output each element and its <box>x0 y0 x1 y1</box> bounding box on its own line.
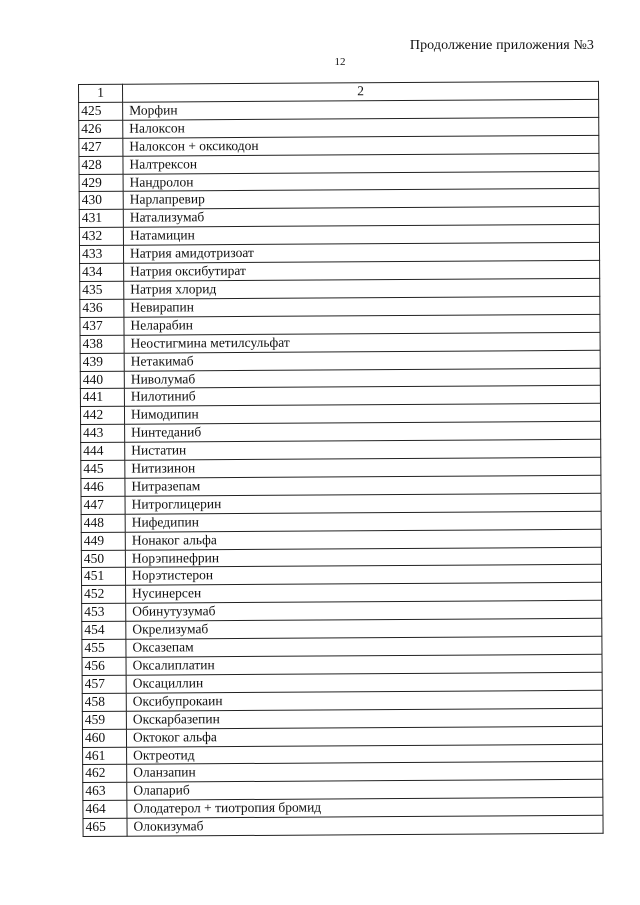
column-header-name: 2 <box>123 81 599 102</box>
drug-name-cell: Нитроглицерин <box>125 493 601 514</box>
drug-name-cell: Ниволумаб <box>124 368 600 389</box>
drug-name-cell: Нистатин <box>125 439 601 460</box>
drug-name-cell: Олапариб <box>127 780 603 801</box>
drug-name-cell: Оксалиплатин <box>126 654 602 675</box>
drug-name-cell: Нонаког альфа <box>125 529 601 550</box>
row-number-cell: 433 <box>79 245 123 263</box>
drug-list-table <box>78 81 604 837</box>
drug-name-cell: Нетакимаб <box>124 350 600 371</box>
row-number-cell: 431 <box>79 210 123 228</box>
row-number-cell: 439 <box>80 353 124 371</box>
row-number-cell: 455 <box>82 639 126 657</box>
row-number-cell: 450 <box>81 550 125 568</box>
row-number-cell: 448 <box>81 514 125 532</box>
appendix-continuation-note: Продолжение приложения №3 <box>409 38 594 53</box>
drug-name-cell: Невирапин <box>124 296 600 317</box>
row-number-cell: 449 <box>81 532 125 550</box>
row-number-cell: 443 <box>81 424 125 442</box>
drug-name-cell: Нандролон <box>123 171 599 192</box>
row-number-cell: 428 <box>79 156 123 174</box>
row-number-cell: 442 <box>80 407 124 425</box>
row-number-cell: 444 <box>81 442 125 460</box>
drug-name-cell: Олодатерол + тиотропия бромид <box>127 798 603 819</box>
drug-name-cell: Натрия амидотризоат <box>123 242 599 263</box>
drug-name-cell: Октреотид <box>127 744 603 765</box>
row-number-cell: 457 <box>82 675 126 693</box>
row-number-cell: 426 <box>79 120 123 138</box>
drug-name-cell: Неларабин <box>124 314 600 335</box>
row-number-cell: 460 <box>82 729 126 747</box>
drug-name-cell: Октоког альфа <box>126 726 602 747</box>
drug-name-cell: Нифедипин <box>125 511 601 532</box>
row-number-cell: 441 <box>80 389 124 407</box>
drug-name-cell: Неостигмина метилсульфат <box>124 332 600 353</box>
drug-name-cell: Обинутузумаб <box>126 601 602 622</box>
row-number-cell: 462 <box>83 765 127 783</box>
row-number-cell: 425 <box>79 102 123 120</box>
row-number-cell: 451 <box>81 568 125 586</box>
row-number-cell: 446 <box>81 478 125 496</box>
row-number-cell: 453 <box>82 603 126 621</box>
drug-name-cell: Олокизумаб <box>127 815 603 836</box>
drug-name-cell: Натализумаб <box>123 207 599 228</box>
drug-name-cell: Нитразепам <box>125 475 601 496</box>
drug-name-cell: Натрия хлорид <box>124 278 600 299</box>
page-number: 12 <box>334 56 346 68</box>
drug-name-cell: Нимодипин <box>124 404 600 425</box>
row-number-cell: 432 <box>79 227 123 245</box>
row-number-cell: 459 <box>82 711 126 729</box>
row-number-cell: 452 <box>82 586 126 604</box>
row-number-cell: 454 <box>82 621 126 639</box>
row-number-cell: 465 <box>83 818 127 836</box>
drug-name-cell: Оксибупрокаин <box>126 690 602 711</box>
drug-name-cell: Нинтеданиб <box>125 422 601 443</box>
drug-name-cell: Оланзапин <box>127 762 603 783</box>
row-number-cell: 427 <box>79 138 123 156</box>
drug-name-cell: Норэтистерон <box>125 565 601 586</box>
row-number-cell: 456 <box>82 657 126 675</box>
drug-name-cell: Налтрексон <box>123 153 599 174</box>
row-number-cell: 463 <box>83 783 127 801</box>
drug-name-cell: Окрелизумаб <box>126 618 602 639</box>
row-number-cell: 435 <box>80 281 124 299</box>
row-number-cell: 464 <box>83 800 127 818</box>
row-number-cell: 447 <box>81 496 125 514</box>
row-number-cell: 440 <box>80 371 124 389</box>
drug-name-cell: Морфин <box>123 99 599 120</box>
drug-name-cell: Нитизинон <box>125 457 601 478</box>
row-number-cell: 458 <box>82 693 126 711</box>
row-number-cell: 437 <box>80 317 124 335</box>
table-body <box>79 99 603 836</box>
row-number-cell: 438 <box>80 335 124 353</box>
row-number-cell: 430 <box>79 192 123 210</box>
drug-name-cell: Натамицин <box>123 225 599 246</box>
drug-name-cell: Окскарбазепин <box>126 708 602 729</box>
drug-name-cell: Оксазепам <box>126 636 602 657</box>
table-row <box>83 815 603 836</box>
drug-name-cell: Нарлапревир <box>123 189 599 210</box>
drug-list-table-container <box>78 81 603 837</box>
column-header-number: 1 <box>79 84 123 102</box>
row-number-cell: 461 <box>83 747 127 765</box>
drug-name-cell: Натрия оксибутират <box>124 260 600 281</box>
drug-name-cell: Оксациллин <box>126 672 602 693</box>
drug-name-cell: Налоксон + оксикодон <box>123 135 599 156</box>
row-number-cell: 436 <box>80 299 124 317</box>
row-number-cell: 429 <box>79 174 123 192</box>
drug-name-cell: Норэпинефрин <box>125 547 601 568</box>
drug-name-cell: Налоксон <box>123 117 599 138</box>
drug-name-cell: Нилотиниб <box>124 386 600 407</box>
row-number-cell: 445 <box>81 460 125 478</box>
row-number-cell: 434 <box>80 263 124 281</box>
drug-name-cell: Нусинерсен <box>126 583 602 604</box>
